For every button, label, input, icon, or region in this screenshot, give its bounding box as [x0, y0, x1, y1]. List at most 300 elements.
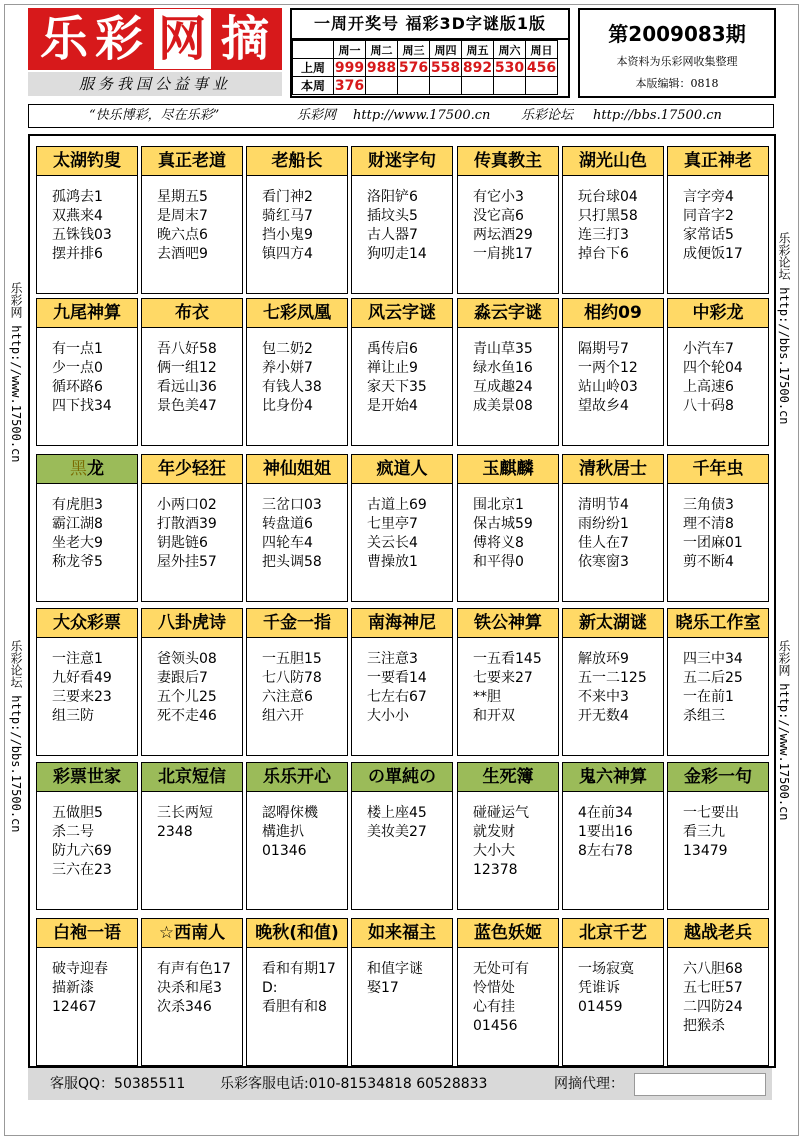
draw-number: 999: [334, 59, 365, 76]
riddle-card-title: 疯道人: [351, 454, 453, 484]
riddle-line: 成便饭17: [683, 246, 743, 262]
riddle-card-title: 千年虫: [667, 454, 769, 484]
weekly-draw-table: [292, 40, 558, 95]
riddle-card: [351, 918, 453, 1068]
riddle-card: [457, 762, 559, 912]
riddle-line: 看远山36: [157, 379, 217, 395]
draw-number: 558: [430, 59, 461, 76]
riddle-card: [667, 918, 769, 1068]
riddle-line: 美妆美27: [367, 824, 427, 840]
riddle-line: 挡小鬼9: [262, 227, 313, 243]
riddle-card-title: 年少轻狂: [141, 454, 243, 484]
riddle-line: 保古城59: [473, 516, 533, 532]
riddle-card-title: 风云字谜: [351, 298, 453, 328]
riddle-line: 看三九: [683, 824, 725, 840]
service-qq: 客服QQ：50385511: [50, 1076, 186, 1092]
draw-number: 456: [526, 59, 557, 76]
logo-char: 网: [154, 9, 211, 69]
riddle-line: 傅将义8: [473, 535, 524, 551]
riddle-card-body: [457, 484, 559, 602]
riddle-line: 循环路6: [52, 379, 103, 395]
riddle-card-title: 晚秋(和值): [246, 918, 348, 948]
riddle-line: 三六在23: [52, 862, 112, 878]
riddle-line: 看和有期17: [262, 961, 336, 977]
riddle-line: 心有挂: [473, 999, 515, 1015]
riddle-card: [457, 918, 559, 1068]
draw-number: [398, 77, 430, 95]
riddle-line: 古道上69: [367, 497, 427, 513]
riddle-line: 成美景08: [473, 398, 533, 414]
riddle-card-title: 真正老道: [141, 146, 243, 176]
riddle-card: [141, 454, 243, 604]
weekly-draw-title: 一周开奖号 福彩3D字谜版1版: [292, 10, 568, 40]
riddle-card-title: 淼云字谜: [457, 298, 559, 328]
weekly-draw-panel: [290, 8, 570, 98]
riddle-line: 古人器7: [367, 227, 418, 243]
riddle-line: 家天下35: [367, 379, 427, 395]
riddle-line: 称龙爷5: [52, 554, 103, 570]
riddle-card-body: [36, 176, 138, 294]
riddle-line: 凭谁诉: [578, 980, 620, 996]
riddle-card: [351, 146, 453, 296]
riddle-card-body: [246, 328, 348, 446]
riddle-line: 構進扒: [262, 824, 304, 840]
riddle-line: 星期五5: [157, 189, 208, 205]
riddle-card-title: 蓝色妖姬: [457, 918, 559, 948]
day-header: 周四: [430, 41, 462, 59]
riddle-card-title: 清秋居士: [562, 454, 664, 484]
riddle-card-title: 传真教主: [457, 146, 559, 176]
riddle-line: 清明节4: [578, 497, 629, 513]
riddle-grid: [28, 134, 776, 1068]
riddle-line: 比身份4: [262, 398, 313, 414]
riddle-card-body: [36, 638, 138, 756]
riddle-line: 4在前34: [578, 805, 633, 821]
issue-number: 第2009083期: [608, 22, 746, 46]
riddle-card-body: [141, 484, 243, 602]
riddle-line: 大小大: [473, 843, 515, 859]
riddle-card-title: 新太湖谜: [562, 608, 664, 638]
corner-cell: [293, 41, 334, 59]
draw-number: [494, 77, 526, 95]
riddle-line: 插坟头5: [367, 208, 418, 224]
riddle-line: 五铢钱03: [52, 227, 112, 243]
day-header: 周二: [366, 41, 398, 59]
riddle-line: 景色美47: [157, 398, 217, 414]
riddle-card-body: [351, 948, 453, 1066]
riddle-card-body: [457, 176, 559, 294]
riddle-card: [246, 608, 348, 758]
riddle-line: 杀组三: [683, 708, 725, 724]
riddle-card: [351, 608, 453, 758]
riddle-card-title: 九尾神算: [36, 298, 138, 328]
riddle-line: 绿水鱼16: [473, 360, 533, 376]
riddle-card-body: [141, 792, 243, 910]
riddle-line: 不来中3: [578, 689, 629, 705]
riddle-line: 娶17: [367, 980, 399, 996]
riddle-line: 認嘚俕機: [262, 805, 318, 821]
riddle-line: 描新漆: [52, 980, 94, 996]
riddle-card-title: 千金一指: [246, 608, 348, 638]
riddle-line: 12467: [52, 999, 97, 1015]
riddle-line: 小汽车7: [683, 341, 734, 357]
riddle-line: 一在前1: [683, 689, 734, 705]
riddle-line: 二四防24: [683, 999, 743, 1015]
riddle-card: [141, 298, 243, 448]
riddle-line: 2348: [157, 824, 193, 840]
riddle-line: 洛阳铲6: [367, 189, 418, 205]
editor-number: 本版编辑：0818: [635, 77, 719, 90]
slogan: 服务我国公益事业: [28, 72, 282, 96]
riddle-card-title: 北京千艺: [562, 918, 664, 948]
riddle-card-body: [667, 328, 769, 446]
riddle-line: 杀二号: [52, 824, 94, 840]
riddle-card-body: [141, 638, 243, 756]
riddle-card-title: 相约09: [562, 298, 664, 328]
riddle-line: 和开双: [473, 708, 515, 724]
riddle-line: 有声有色17: [157, 961, 231, 977]
riddle-line: 霸江湖8: [52, 516, 103, 532]
riddle-line: 把头调58: [262, 554, 322, 570]
riddle-line: 依寒窗3: [578, 554, 629, 570]
draw-number: 892: [462, 59, 493, 76]
riddle-line: 五二后25: [683, 670, 743, 686]
riddle-card: [36, 762, 138, 912]
riddle-line: 三角债3: [683, 497, 734, 513]
riddle-card-title: 大众彩票: [36, 608, 138, 638]
riddle-card: [562, 454, 664, 604]
riddle-line: 一注意1: [52, 651, 103, 667]
riddle-card-title: 如来福主: [351, 918, 453, 948]
riddle-line: 站山岭03: [578, 379, 638, 395]
riddle-line: 青山草35: [473, 341, 533, 357]
riddle-line: 九好看49: [52, 670, 112, 686]
riddle-line: 8左右78: [578, 843, 633, 859]
riddle-card-body: [667, 638, 769, 756]
riddle-line: 养小姘7: [262, 360, 313, 376]
riddle-card: [562, 298, 664, 448]
riddle-line: D:: [262, 980, 278, 996]
this-week-label: 本周: [293, 77, 334, 95]
last-week-label: 上周: [293, 59, 334, 77]
riddle-line: 七要来27: [473, 670, 533, 686]
riddle-card: [457, 146, 559, 296]
riddle-line: 镇四方4: [262, 246, 313, 262]
riddle-card: [246, 298, 348, 448]
riddle-card: [457, 608, 559, 758]
riddle-line: 少一点0: [52, 360, 103, 376]
riddle-card-title: 晓乐工作室: [667, 608, 769, 638]
riddle-card: [351, 298, 453, 448]
riddle-line: 言字旁4: [683, 189, 734, 205]
motto: “快乐博彩，尽在乐彩”: [89, 108, 220, 123]
riddle-line: 去酒吧9: [157, 246, 208, 262]
riddle-line: 01346: [262, 843, 307, 859]
riddle-card-body: [246, 792, 348, 910]
forum-label: 乐彩论坛: [521, 108, 574, 123]
riddle-line: 围北京1: [473, 497, 524, 513]
riddle-card: [667, 762, 769, 912]
riddle-card-body: [36, 484, 138, 602]
side-link-right-top[interactable]: 乐彩论坛 http://bbs.17500.cn: [777, 232, 791, 425]
riddle-card-body: [246, 484, 348, 602]
riddle-card-title: 越战老兵: [667, 918, 769, 948]
draw-number: [430, 77, 462, 95]
riddle-line: 12378: [473, 862, 518, 878]
riddle-line: 六八胆68: [683, 961, 743, 977]
riddle-line: 同音字2: [683, 208, 734, 224]
riddle-card-title: 生死簿: [457, 762, 559, 792]
riddle-card-title: 鬼六神算: [562, 762, 664, 792]
riddle-card-body: [246, 638, 348, 756]
forum-link[interactable]: http://bbs.17500.cn: [593, 108, 722, 123]
riddle-card: [562, 762, 664, 912]
riddle-card-body: [457, 792, 559, 910]
riddle-card-title-part: 黑: [70, 459, 87, 479]
riddle-card-title: 乐乐开心: [246, 762, 348, 792]
riddle-line: 一五胆15: [262, 651, 322, 667]
riddle-card-body: [457, 638, 559, 756]
side-link-right-bottom[interactable]: 乐彩网 http://www.17500.cn: [777, 640, 791, 821]
riddle-line: 四三中34: [683, 651, 743, 667]
day-header: 周六: [494, 41, 526, 59]
riddle-line: 妻跟后7: [157, 670, 208, 686]
riddle-card-body: [667, 948, 769, 1066]
riddle-card-title: 布衣: [141, 298, 243, 328]
riddle-card-body: [667, 484, 769, 602]
riddle-line: 雨纷纷1: [578, 516, 629, 532]
riddle-card: [457, 454, 559, 604]
riddle-line: 1要出16: [578, 824, 633, 840]
riddle-card: [246, 454, 348, 604]
riddle-card-body: [351, 484, 453, 602]
riddle-card: [351, 762, 453, 912]
riddle-card-body: [141, 176, 243, 294]
riddle-card-body: [562, 328, 664, 446]
riddle-line: **胆: [473, 689, 501, 705]
draw-number: [366, 77, 398, 95]
riddle-card-body: [562, 176, 664, 294]
riddle-card: [246, 762, 348, 912]
riddle-card-title: [36, 454, 138, 484]
riddle-line: 13479: [683, 843, 728, 859]
riddle-line: 三要来23: [52, 689, 112, 705]
riddle-card-body: [457, 328, 559, 446]
riddle-line: 上高速6: [683, 379, 734, 395]
riddle-line: 望故乡4: [578, 398, 629, 414]
agent-label: 网摘代理：: [554, 1076, 624, 1092]
riddle-card-title: 神仙姐姐: [246, 454, 348, 484]
riddle-line: 坐老大9: [52, 535, 103, 551]
riddle-card-title: 七彩凤凰: [246, 298, 348, 328]
source-note: 本资料为乐彩网收集整理: [616, 55, 738, 68]
riddle-card-title-part: 龙: [87, 459, 104, 479]
riddle-line: 七左右67: [367, 689, 427, 705]
side-link-left-bottom[interactable]: 乐彩论坛 http://bbs.17500.cn: [9, 640, 23, 833]
riddle-line: 01459: [578, 999, 623, 1015]
riddle-card: [667, 146, 769, 296]
riddle-card: [667, 298, 769, 448]
riddle-card: [141, 762, 243, 912]
brand-logo: [28, 8, 282, 70]
site-link[interactable]: http://www.17500.cn: [353, 108, 491, 123]
riddle-line: 四个轮04: [683, 360, 743, 376]
riddle-card-body: [562, 638, 664, 756]
riddle-card-body: [246, 948, 348, 1066]
riddle-card-body: [562, 792, 664, 910]
riddle-line: 连三打3: [578, 227, 629, 243]
riddle-card-body: [246, 176, 348, 294]
draw-number: 530: [494, 59, 525, 76]
riddle-line: 狗叨走14: [367, 246, 427, 262]
riddle-card-title: 玉麒麟: [457, 454, 559, 484]
riddle-line: 五做胆5: [52, 805, 103, 821]
riddle-line: 六注意6: [262, 689, 313, 705]
riddle-line: 吾八好58: [157, 341, 217, 357]
riddle-card: [36, 918, 138, 1068]
riddle-line: 晚六点6: [157, 227, 208, 243]
riddle-line: 有一点1: [52, 341, 103, 357]
riddle-line: 组六开: [262, 708, 304, 724]
riddle-line: 双燕来4: [52, 208, 103, 224]
riddle-card: [36, 454, 138, 604]
riddle-card: [36, 146, 138, 296]
riddle-card: [562, 918, 664, 1068]
riddle-card-body: [351, 638, 453, 756]
riddle-card-body: [351, 176, 453, 294]
riddle-line: 解放环9: [578, 651, 629, 667]
riddle-line: 有虎胆3: [52, 497, 103, 513]
riddle-card-body: [667, 792, 769, 910]
riddle-line: 是周末7: [157, 208, 208, 224]
riddle-card-title: 老船长: [246, 146, 348, 176]
riddle-card: [246, 918, 348, 1068]
riddle-card-body: [457, 948, 559, 1066]
riddle-line: 01456: [473, 1018, 518, 1034]
riddle-card-title: ☆西南人: [141, 918, 243, 948]
riddle-card-title: 太湖钓叟: [36, 146, 138, 176]
riddle-line: 转盘道6: [262, 516, 313, 532]
riddle-line: 一肩挑17: [473, 246, 533, 262]
riddle-line: 四下找34: [52, 398, 112, 414]
draw-number: 376: [334, 77, 365, 94]
riddle-line: 掉台下6: [578, 246, 629, 262]
riddle-card: [141, 608, 243, 758]
day-header: 周一: [334, 41, 366, 59]
riddle-line: 碰碰运气: [473, 805, 529, 821]
riddle-line: 三岔口03: [262, 497, 322, 513]
riddle-card: [351, 454, 453, 604]
riddle-card: [36, 608, 138, 758]
riddle-line: 就发财: [473, 824, 515, 840]
riddle-line: 次杀346: [157, 999, 212, 1015]
riddle-line: 五七旺57: [683, 980, 743, 996]
riddle-line: 只打黑58: [578, 208, 638, 224]
riddle-line: 一要看14: [367, 670, 427, 686]
draw-number: 988: [366, 59, 397, 76]
riddle-line: 家常话5: [683, 227, 734, 243]
riddle-card-title: 湖光山色: [562, 146, 664, 176]
riddle-card-body: [141, 948, 243, 1066]
riddle-card-title: 财迷字句: [351, 146, 453, 176]
riddle-line: 和值字谜: [367, 961, 423, 977]
riddle-card-title: 白袍一语: [36, 918, 138, 948]
riddle-line: 俩一组12: [157, 360, 217, 376]
logo-char: 乐: [39, 11, 89, 67]
service-phone: 乐彩客服电话:010-81534818 60528833: [220, 1076, 488, 1092]
riddle-line: 佳人在7: [578, 535, 629, 551]
riddle-card: [246, 146, 348, 296]
riddle-line: 隔期号7: [578, 341, 629, 357]
riddle-line: 开无数4: [578, 708, 629, 724]
riddle-line: 把猴杀: [683, 1018, 725, 1034]
riddle-line: 两坛酒29: [473, 227, 533, 243]
riddle-card-title: 铁公神算: [457, 608, 559, 638]
riddle-line: 孤鸿去1: [52, 189, 103, 205]
riddle-line: 曹操放1: [367, 554, 418, 570]
riddle-card: [562, 146, 664, 296]
riddle-line: 关云长4: [367, 535, 418, 551]
logo-char: 摘: [221, 11, 271, 67]
riddle-line: 一五看145: [473, 651, 542, 667]
draw-number: [462, 77, 494, 95]
riddle-line: 爸领头08: [157, 651, 217, 667]
riddle-card-title: 北京短信: [141, 762, 243, 792]
riddle-line: 大小小: [367, 708, 409, 724]
riddle-line: 禅让止9: [367, 360, 418, 376]
site-label: 乐彩网: [297, 108, 337, 123]
riddle-line: 一场寂寞: [578, 961, 634, 977]
riddle-line: 决杀和尾3: [157, 980, 222, 996]
riddle-card-body: [667, 176, 769, 294]
agent-field[interactable]: [634, 1073, 766, 1096]
riddle-line: 看胆有和8: [262, 999, 327, 1015]
draw-number: 576: [398, 59, 429, 76]
riddle-line: 剪不断4: [683, 554, 734, 570]
riddle-line: 钥匙链6: [157, 535, 208, 551]
riddle-card-body: [351, 328, 453, 446]
riddle-line: 摆并排6: [52, 246, 103, 262]
riddle-line: 有它小3: [473, 189, 524, 205]
riddle-line: 有钱人38: [262, 379, 322, 395]
riddle-line: 防九六69: [52, 843, 112, 859]
riddle-line: 五一二125: [578, 670, 647, 686]
riddle-line: 包二奶2: [262, 341, 313, 357]
riddle-line: 八十码8: [683, 398, 734, 414]
riddle-card-body: [562, 484, 664, 602]
riddle-line: 怜惜处: [473, 980, 515, 996]
riddle-line: 三长两短: [157, 805, 213, 821]
riddle-line: 楼上座45: [367, 805, 427, 821]
riddle-card-title: の單純の: [351, 762, 453, 792]
riddle-card: [562, 608, 664, 758]
riddle-line: 没它高6: [473, 208, 524, 224]
url-bar: [28, 104, 774, 128]
riddle-line: 破寺迎春: [52, 961, 108, 977]
riddle-card-title: 真正神老: [667, 146, 769, 176]
logo-char: 彩: [94, 11, 144, 67]
riddle-line: 三注意3: [367, 651, 418, 667]
riddle-card: [457, 298, 559, 448]
riddle-card-body: [36, 328, 138, 446]
riddle-card-title: 南海神尼: [351, 608, 453, 638]
side-link-left-top[interactable]: 乐彩网 http://www.17500.cn: [9, 282, 23, 463]
day-header: 周日: [526, 41, 558, 59]
riddle-line: 一团麻01: [683, 535, 743, 551]
riddle-card-body: [562, 948, 664, 1066]
riddle-card-title: 金彩一句: [667, 762, 769, 792]
riddle-line: 和平得0: [473, 554, 524, 570]
